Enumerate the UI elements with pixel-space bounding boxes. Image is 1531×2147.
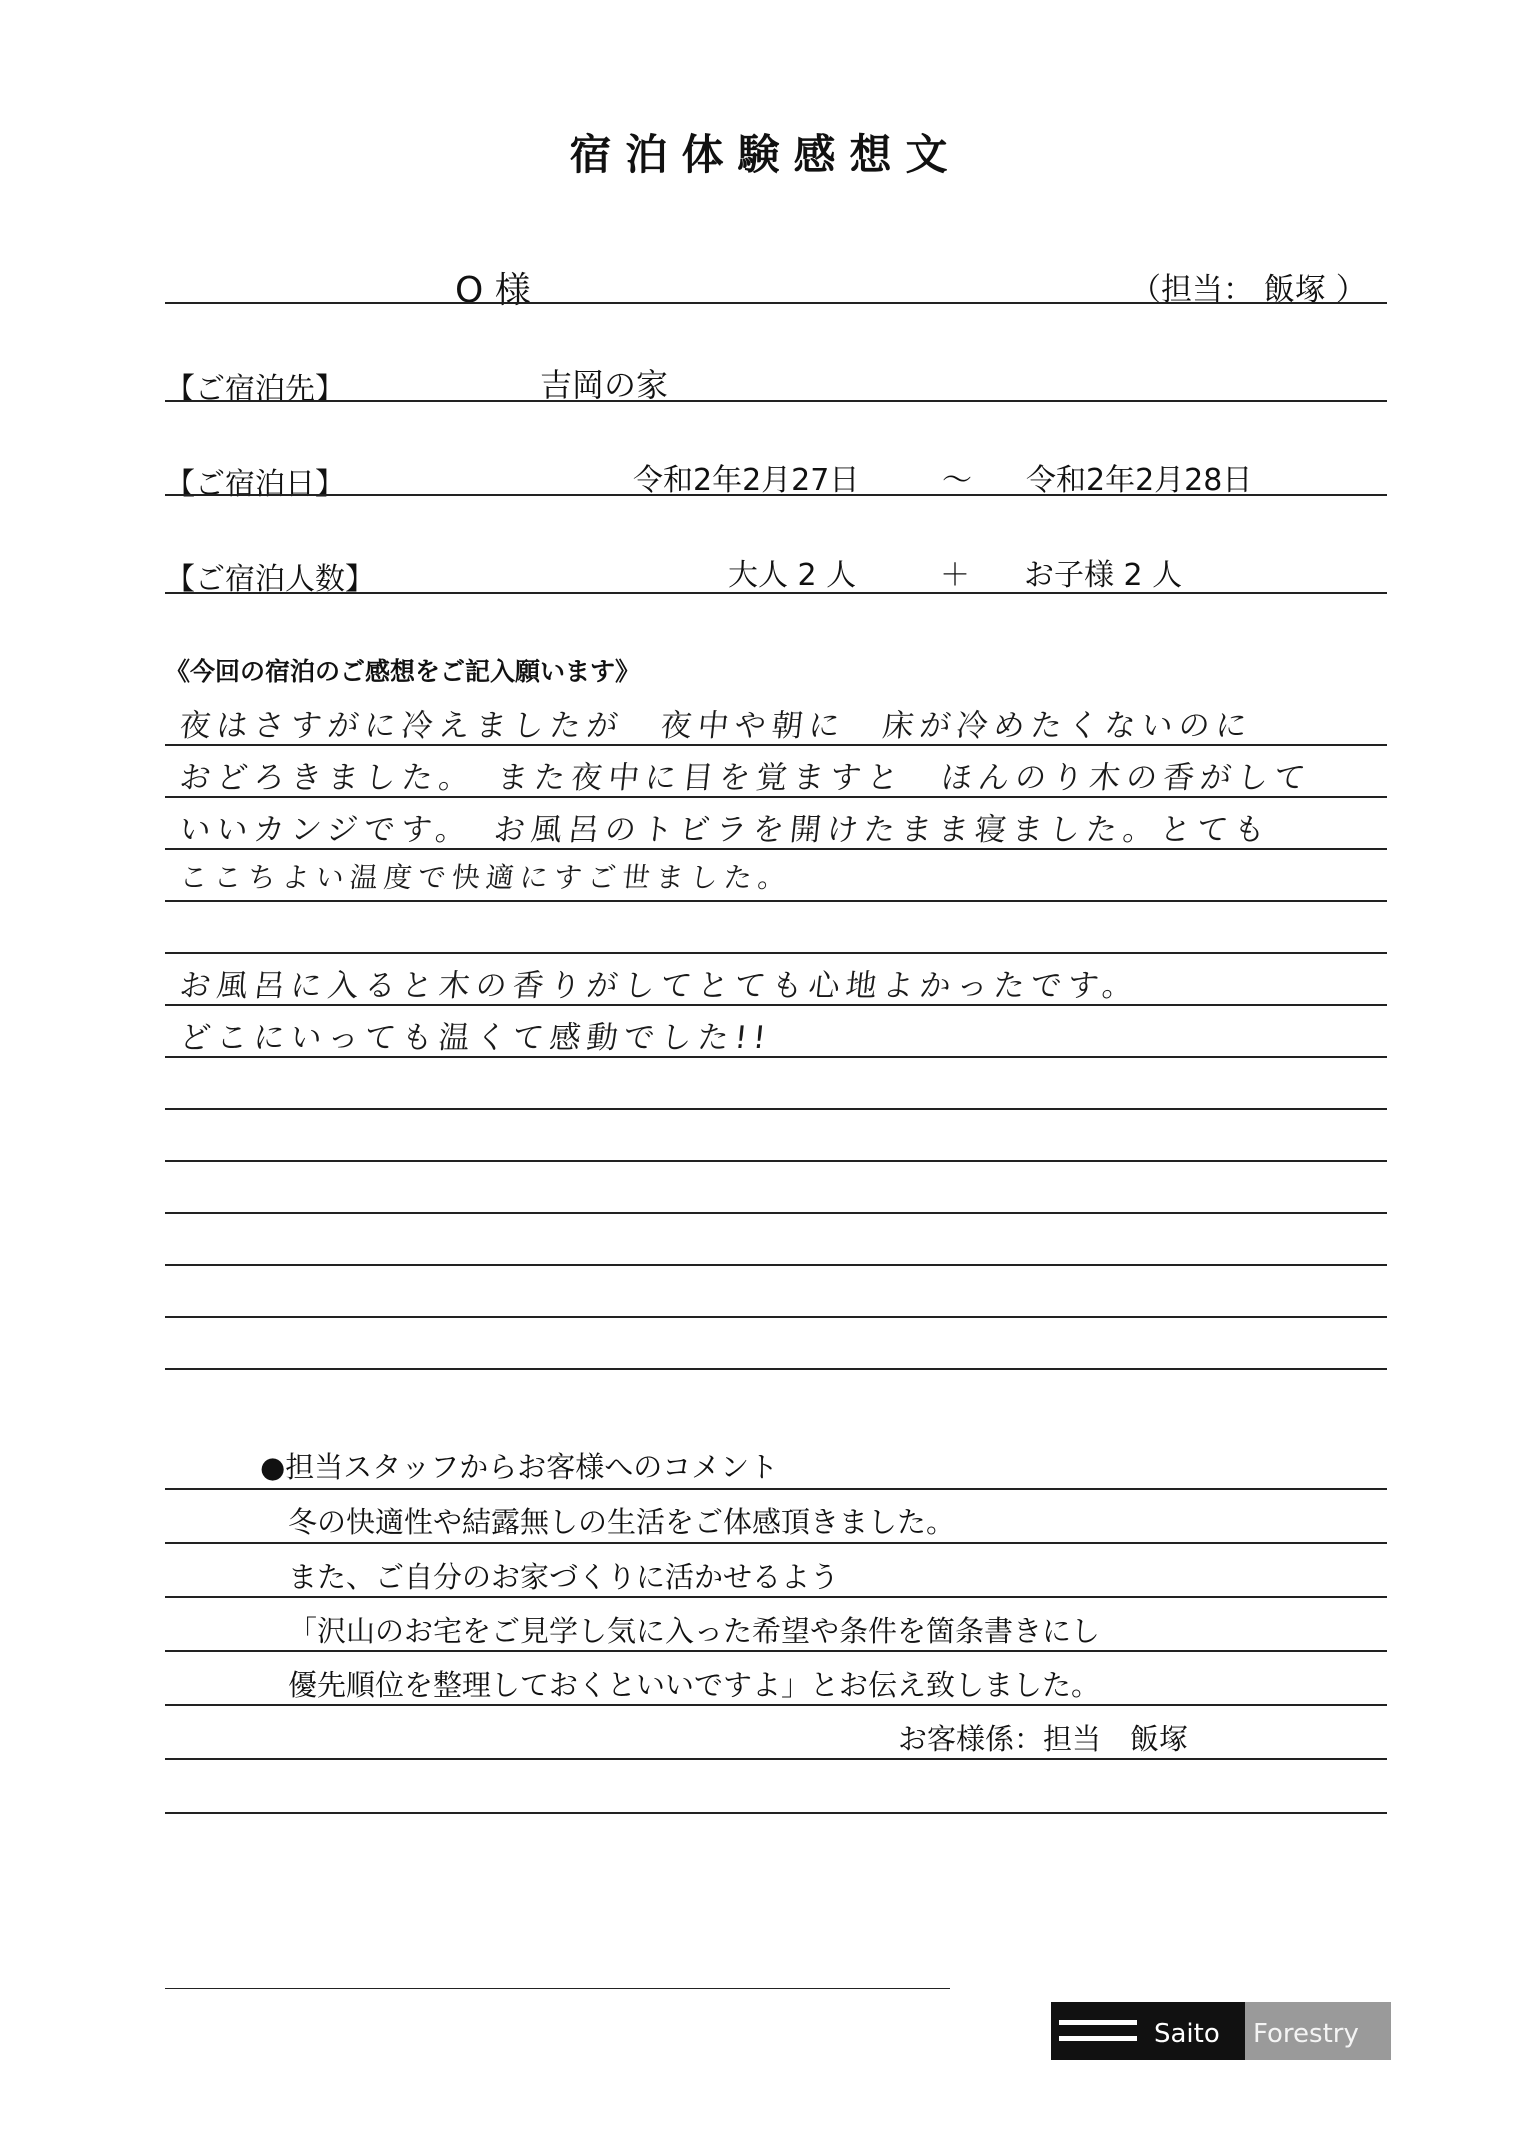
ruled-line (165, 1264, 1387, 1266)
impression-line: 夜はさすがに冷えましたが 夜中や朝に 床が冷めたくないのに (177, 708, 1255, 744)
field-label-location: 【ご宿泊先】 (165, 372, 345, 407)
staff-comment-heading: ●担当スタッフからお客様へのコメント (260, 1450, 779, 1484)
ruled-line (165, 1160, 1387, 1162)
staff-comment-line: また、ご自分のお家づくりに活かせるよう (288, 1560, 840, 1594)
impression-line: お風呂に入ると木の香りがしてとても心地よかったです。 (177, 968, 1142, 1004)
staff-signature: お客様係：担当 飯塚 (898, 1722, 1189, 1756)
field-value-date-from: 令和2年2月27日 (633, 463, 860, 498)
ruled-line (165, 1650, 1387, 1652)
staff-comment-line: 「沢山のお宅をご見学し気に入った希望や条件を箇条書きにし (288, 1614, 1101, 1648)
company-logo (1051, 2002, 1391, 2060)
ruled-line (165, 952, 1387, 954)
impression-line: おどろきました。 また夜中に目を覚ますと ほんのり木の香がして (177, 760, 1314, 796)
ruled-line (165, 1758, 1387, 1760)
ruled-line (165, 900, 1387, 902)
ruled-line (165, 1212, 1387, 1214)
impression-line: いいカンジです。 お風呂のトビラを開けたまま寝ました。とても (177, 812, 1273, 848)
customer-name: O 様 (455, 270, 531, 311)
logo-text-left: Saito (1154, 2019, 1220, 2049)
ruled-line (165, 1488, 1387, 1490)
ruled-line (165, 796, 1387, 798)
ruled-line (165, 1542, 1387, 1544)
divider (165, 494, 1387, 496)
ruled-line (165, 1108, 1387, 1110)
field-value-adults: 大人 2 人 (728, 558, 857, 593)
divider (165, 592, 1387, 594)
footer-line (165, 1988, 950, 1989)
field-value-date-to: 令和2年2月28日 (1026, 463, 1253, 498)
divider (165, 400, 1387, 402)
ruled-line (165, 1368, 1387, 1370)
field-value-location: 吉岡の家 (540, 366, 669, 404)
field-date-separator: ～ (942, 463, 972, 498)
staff-comment-line: 優先順位を整理しておくといいですよ」とお伝え致しました。 (288, 1668, 1101, 1702)
ruled-line (165, 1704, 1387, 1706)
field-label-guests: 【ご宿泊人数】 (165, 562, 375, 597)
ruled-line (165, 1316, 1387, 1318)
ruled-line (165, 744, 1387, 746)
staff-comment-line: 冬の快適性や結露無しの生活をご体感頂きました。 (288, 1505, 956, 1539)
ruled-line (165, 848, 1387, 850)
ruled-line (165, 1812, 1387, 1814)
ruled-line (165, 1056, 1387, 1058)
staff-name: （担当： 飯塚 ） (1130, 272, 1367, 308)
ruled-line (165, 1004, 1387, 1006)
ruled-line (165, 1596, 1387, 1598)
page-title: 宿泊体験感想文 (569, 130, 962, 179)
impression-line: ここちよい温度で快適にすご世ました。 (178, 861, 794, 894)
divider (165, 302, 1387, 304)
field-value-children: お子様 2 人 (1024, 558, 1183, 593)
logo-graphic (1051, 2002, 1391, 2060)
field-label-date: 【ご宿泊日】 (165, 467, 345, 502)
field-plus: ＋ (940, 558, 970, 593)
impression-line: どこにいっても温くて感動でした!! (177, 1020, 774, 1056)
logo-text-right: Forestry (1253, 2019, 1359, 2049)
impressions-prompt: 《今回の宿泊のご感想をご記入願います》 (165, 657, 641, 686)
